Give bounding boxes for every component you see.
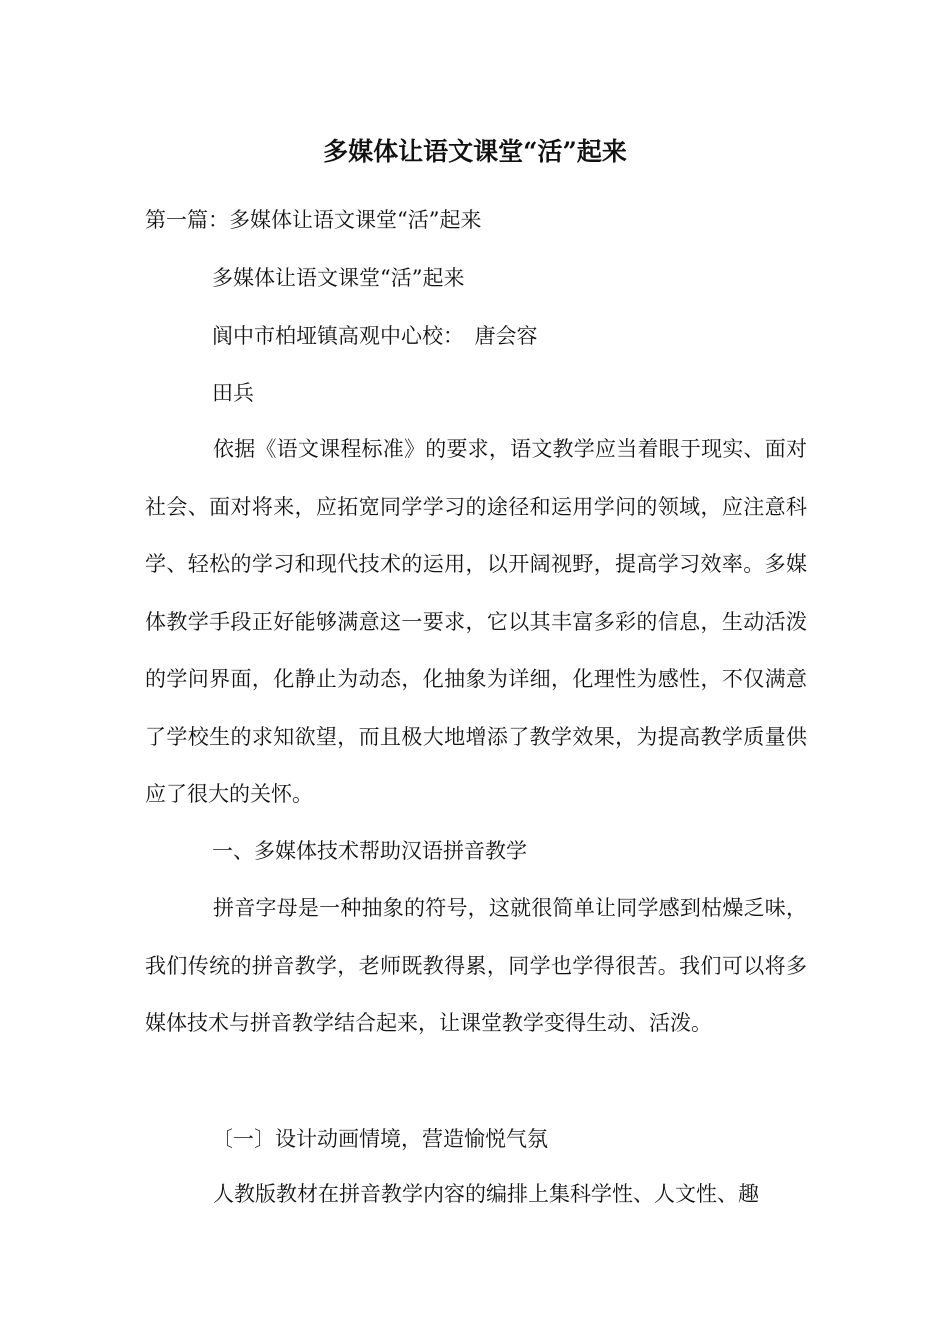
- subtitle: 多媒体让语文课堂“活”起来: [212, 266, 465, 290]
- paragraph-intro: 依据《语文课程标准》的要求，语文教学应当着眼于现实、面对社会、面对将来，应拓宽同学学习的途径和运用学问的领域，应注意科学、轻松的学习和现代技术的运用，以开阔视野，提高学习效率。多媒体教学手段正好能够满意这一要求，它以其丰富多彩的信息，生动活泼的学问界面，化静止为动态，化抽象为详细，化理性为感性，不仅满意了学校生的求知欲望，而且极大地增添了教学效果，为提高教学质量供应了很大的关怀。: [145, 437, 807, 806]
- author-line-2: 田兵: [212, 381, 254, 405]
- author-line: 阆中市柏垭镇高观中心校： 唐会容: [212, 324, 538, 348]
- document-title: 多媒体让语文课堂“活”起来: [323, 137, 627, 166]
- subsection-heading-1: 〔一〕设计动画情境，营造愉悦气氛: [212, 1127, 548, 1151]
- chapter-heading: 第一篇：多媒体让语文课堂“活”起来: [145, 208, 482, 232]
- paragraph-pinyin: 拼音字母是一种抽象的符号，这就很简单让同学感到枯燥乏味，我们传统的拼音教学，老师既教得累，同学也学得很苦。我们可以将多媒体技术与拼音教学结合起来，让课堂教学变得生动、活泼。: [145, 896, 807, 1035]
- paragraph-textbook: 人教版教材在拼音教学内容的编排上集科学性、人文性、趣: [213, 1182, 759, 1206]
- section-heading-1: 一、多媒体技术帮助汉语拼音教学: [212, 839, 527, 863]
